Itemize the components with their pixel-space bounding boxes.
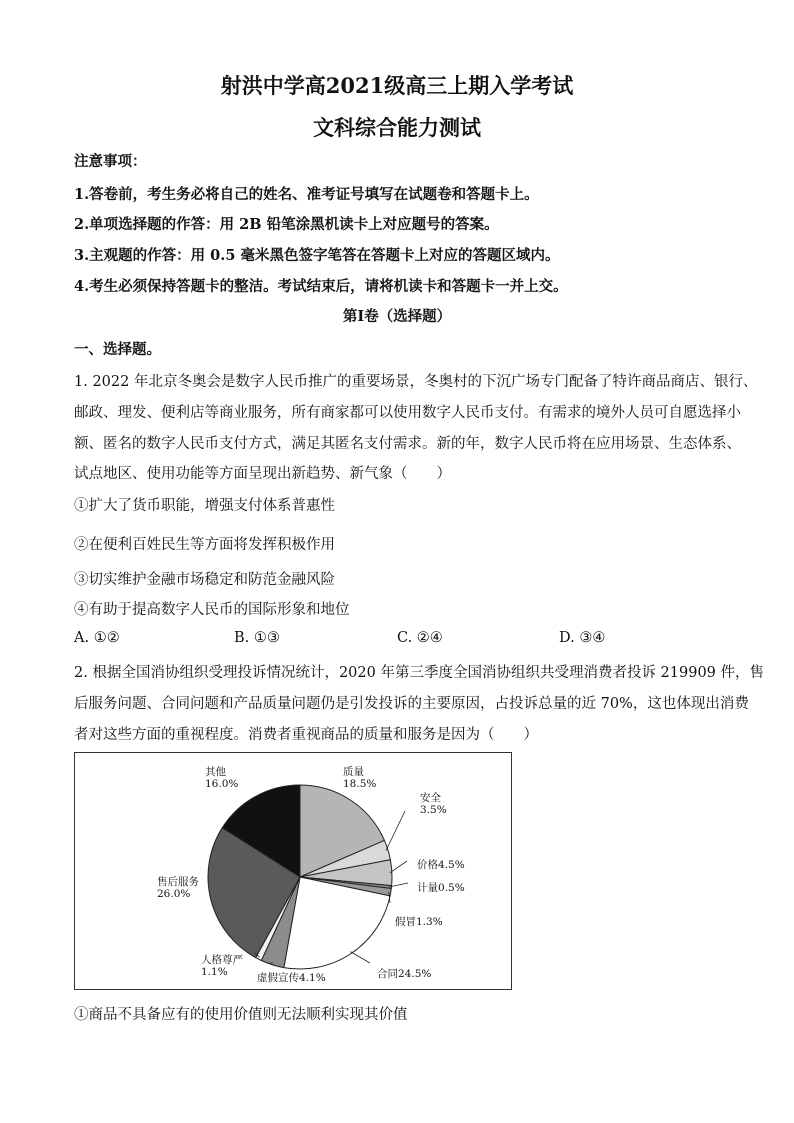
pie-label-name: 售后服务 <box>157 876 199 888</box>
exam-title: 射洪中学高2021级高三上期入学考试 <box>220 73 574 98</box>
note-item: 2.单项选择题的作答：用 2B 铅笔涂黑机读卡上对应题号的答案。 <box>74 216 499 233</box>
pie-label-value: 26.0% <box>157 888 191 900</box>
pie-label-name: 虚假宣传4.1% <box>257 972 326 984</box>
statement: ①商品不具备应有的使用价值则无法顺利实现其价值 <box>74 1007 408 1023</box>
pie-leader-line <box>386 811 405 851</box>
question-2-text: 者对这些方面的重视程度。消费者重视商品的质量和服务是因为（ ） <box>74 727 538 743</box>
complaint-pie-chart <box>74 752 512 990</box>
question-1-text: 1. 2022 年北京冬奥会是数字人民币推广的重要场景，冬奥村的下沉广场专门配备了特许商品商店、银行、 <box>74 374 758 390</box>
option-d: D. ③④ <box>559 630 606 646</box>
pie-label-name: 人格尊严 <box>201 954 243 966</box>
option-b: B. ①③ <box>234 630 280 646</box>
pie-leader-line <box>350 952 370 963</box>
option-c: C. ②④ <box>397 630 443 646</box>
pie-leader-line <box>390 861 407 873</box>
note-item: 1.答卷前，考生务必将自己的姓名、准考证号填写在试题卷和答题卡上。 <box>74 186 539 203</box>
notes-heading: 注意事项： <box>74 153 147 170</box>
pie-leader-line <box>390 883 409 887</box>
question-1-text: 额、匿名的数字人民币支付方式，满足其匿名支付需求。新的年，数字人民币将在应用场景、生态体系、 <box>74 436 741 452</box>
pie-label-name: 质量 <box>343 766 364 778</box>
question-2-text: 2. 根据全国消协组织受理投诉情况统计，2020 年第三季度全国消协组织共受理消费者投诉 219909 件，售 <box>74 665 765 681</box>
pie-label-name: 假冒1.3% <box>395 916 443 928</box>
question-2-text: 后服务问题、合同问题和产品质量问题仍是引发投诉的主要原因，占投诉总量的近 70%，这也体现出消费 <box>74 696 749 712</box>
pie-label-value: 1.1% <box>201 966 228 978</box>
pie-label-name: 价格4.5% <box>417 859 465 871</box>
pie-label-name: 计量0.5% <box>417 882 465 894</box>
option-a: A. ①② <box>74 630 120 646</box>
pie-label-value: 18.5% <box>343 778 377 790</box>
pie-label-name: 安全 <box>420 792 441 804</box>
statement: ②在便利百姓民生等方面将发挥积极作用 <box>74 537 335 553</box>
exam-subtitle: 文科综合能力测试 <box>313 115 481 140</box>
statement: ①扩大了货币职能，增强支付体系普惠性 <box>74 498 335 514</box>
pie-label-name: 其他 <box>205 766 226 778</box>
statement: ④有助于提高数字人民币的国际形象和地位 <box>74 602 350 618</box>
question-1-text: 试点地区、使用功能等方面呈现出新趋势、新气象（ ） <box>74 466 451 482</box>
volume-title: 第Ⅰ卷（选择题） <box>342 308 452 325</box>
pie-svg <box>75 753 511 989</box>
statement: ③切实维护金融市场稳定和防范金融风险 <box>74 572 335 588</box>
pie-label-value: 3.5% <box>420 804 447 816</box>
part-title: 一、选择题。 <box>74 341 161 358</box>
pie-label-name: 合同24.5% <box>377 968 432 980</box>
question-1-text: 邮政、理发、便利店等商业服务，所有商家都可以使用数字人民币支付。有需求的境外人员可自愿选择小 <box>74 405 741 421</box>
note-item: 4.考生必须保持答题卡的整洁。考试结束后，请将机读卡和答题卡一并上交。 <box>74 278 568 295</box>
pie-label-value: 16.0% <box>205 778 239 790</box>
note-item: 3.主观题的作答：用 0.5 毫米黑色签字笔答在答题卡上对应的答题区域内。 <box>74 247 560 264</box>
